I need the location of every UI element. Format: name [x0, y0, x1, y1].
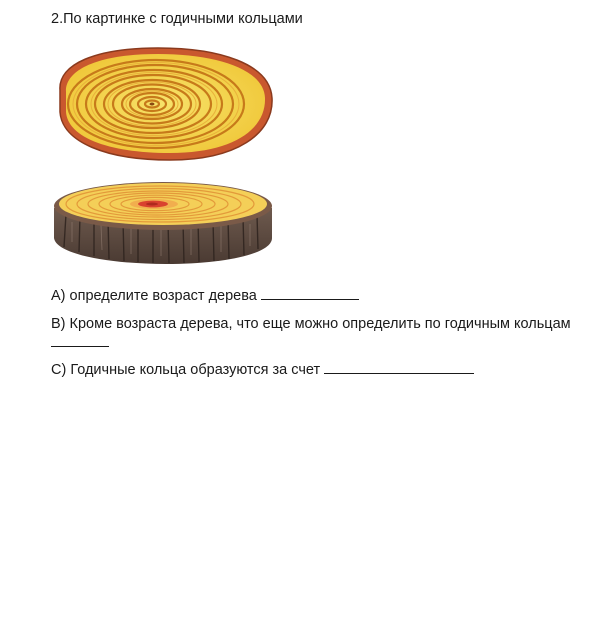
answer-a-blank[interactable]	[261, 286, 359, 300]
answer-c-blank[interactable]	[324, 360, 474, 374]
question-b-text: В) Кроме возраста дерева, что еще можно определить по годичным кольцам	[51, 316, 571, 332]
question-b-answer-line	[51, 333, 109, 352]
question-c-text: С) Годичные кольца образуются за счет	[51, 362, 321, 378]
cross-section-top-view	[60, 48, 272, 160]
question-a-text: А) определите возраст дерева	[51, 288, 257, 304]
question-a	[51, 286, 359, 305]
question-c	[51, 360, 474, 379]
stump-slice-side-view	[54, 182, 272, 264]
answer-b-blank[interactable]	[51, 333, 109, 347]
task-title: 2.По картинке с годичными кольцами	[51, 11, 303, 27]
question-b	[51, 315, 571, 333]
tree-rings-illustration	[48, 42, 280, 278]
